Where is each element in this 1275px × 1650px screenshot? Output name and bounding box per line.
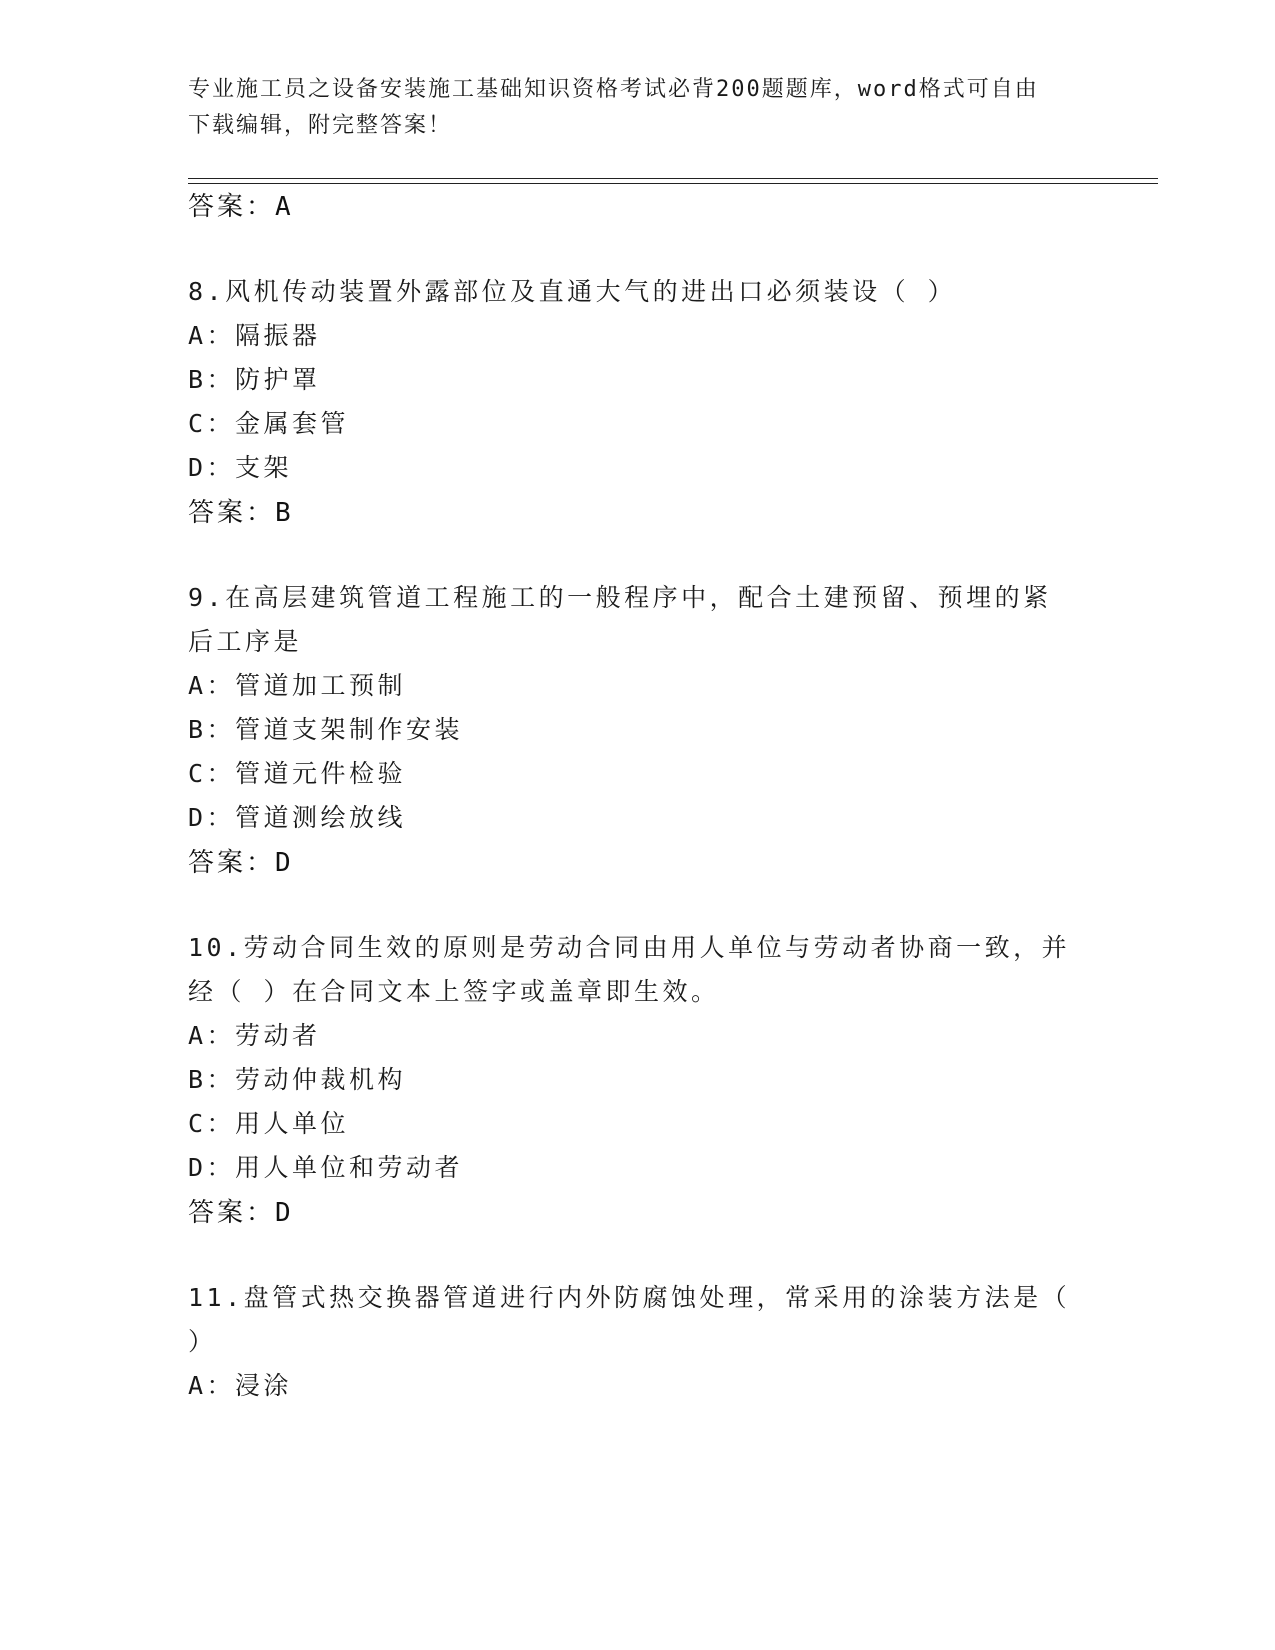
answer-line: [188, 1192, 291, 1229]
document-header: [188, 72, 1088, 144]
header-line-2: 下载编辑，附完整答案！: [188, 113, 453, 138]
option-b: B：劳动仲裁机构: [188, 1065, 407, 1094]
question-text: 9.在高层建筑管道工程施工的一般程序中，配合土建预留、预埋的紧: [188, 583, 1052, 612]
option-c: C：管道元件检验: [188, 759, 407, 788]
header-divider-bottom: [188, 183, 1158, 184]
question-text-continued: 后工序是: [188, 627, 303, 656]
answer-line: [188, 186, 291, 223]
answer-value: D: [275, 848, 291, 878]
option-a: A：管道加工预制: [188, 671, 407, 700]
answer-value: A: [275, 192, 291, 222]
answer-label: 答案：: [188, 192, 276, 222]
header-divider-top: [188, 178, 1158, 179]
option-c: C：金属套管: [188, 409, 350, 438]
option-a: A：隔振器: [188, 321, 321, 350]
option-a: A：浸涂: [188, 1371, 293, 1400]
option-b: B：管道支架制作安装: [188, 715, 464, 744]
option-a: A：劳动者: [188, 1021, 321, 1050]
answer-line: [188, 492, 291, 529]
answer-label: 答案：: [188, 1198, 276, 1228]
question-text: 11.盘管式热交换器管道进行内外防腐蚀处理，常采用的涂装方法是（: [188, 1283, 1071, 1312]
answer-label: 答案：: [188, 848, 276, 878]
question-text: 10.劳动合同生效的原则是劳动合同由用人单位与劳动者协商一致，并: [188, 933, 1071, 962]
option-b: B：防护罩: [188, 365, 321, 394]
question-text-continued: ）: [188, 1327, 217, 1356]
option-d: D：管道测绘放线: [188, 803, 407, 832]
question-text-continued: 经（ ）在合同文本上签字或盖章即生效。: [188, 977, 720, 1006]
option-c: C：用人单位: [188, 1109, 350, 1138]
answer-label: 答案：: [188, 498, 276, 528]
question-text: 8.风机传动装置外露部位及直通大气的进出口必须装设（ ）: [188, 277, 957, 306]
answer-value: B: [275, 498, 291, 528]
option-d: D：支架: [188, 453, 293, 482]
answer-value: D: [275, 1198, 291, 1228]
header-line-1: 专业施工员之设备安装施工基础知识资格考试必背200题题库，word格式可自由: [188, 77, 1039, 102]
option-d: D：用人单位和劳动者: [188, 1153, 464, 1182]
answer-line: [188, 842, 291, 879]
